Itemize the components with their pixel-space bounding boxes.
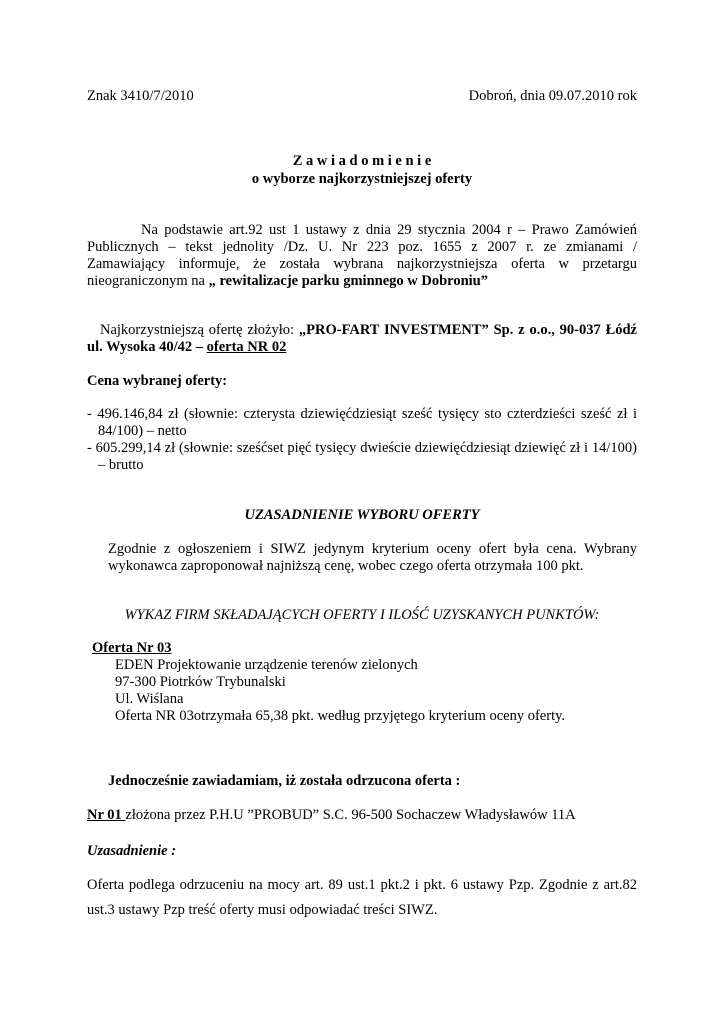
reason-heading: Uzasadnienie : [87, 843, 177, 859]
justification-line-1: Zgodnie z ogłoszeniem i SIWZ jedynym kryterium oceny ofert była cena. Wybrany [108, 541, 637, 557]
reason-line-1: Oferta podlega odrzuceniu na mocy art. 89 ust.1 pkt.2 i pkt. 6 ustawy Pzp. Zgodnie z art.82 [87, 877, 637, 893]
rejected-offer-line [87, 807, 576, 824]
intro-line-1: Na podstawie art.92 ust 1 ustawy z dnia 29 stycznia 2004 r – Prawo Zamówień [141, 222, 637, 238]
intro-line-3: Zamawiający informuje, że została wybrana najkorzystniejsza oferta w przetargu [87, 256, 637, 272]
document-reference: Znak 3410/7/2010 [87, 88, 194, 104]
intro-line-4-text: nieograniczonym na [87, 273, 209, 289]
price-netto-line-2: 84/100) – netto [98, 423, 187, 439]
offer-03-score: Oferta NR 03otrzymała 65,38 pkt. według przyjętego kryterium oceny oferty. [115, 708, 566, 724]
winner-address: ul. Wysoka 40/42 – [87, 339, 207, 355]
place-and-date: Dobroń, dnia 09.07.2010 rok [468, 88, 637, 104]
winner-offer-number: oferta NR 02 [206, 339, 287, 355]
firms-heading: WYKAZ FIRM SKŁADAJĄCYCH OFERTY I ILOŚĆ UZYSKANYCH PUNKTÓW: [124, 607, 600, 623]
winner-company: „PRO-FART INVESTMENT” Sp. z o.o., 90-037 Łódź [298, 322, 637, 338]
justification-line-2: wykonawca zaproponował najniższą cenę, wobec czego oferta otrzymała 100 pkt. [108, 558, 584, 574]
price-brutto-line-1: - 605.299,14 zł (słownie: sześćset pięć tysięcy dwieście dziewięćdziesiąt dziewięć zł i 14/100) [87, 440, 637, 456]
rejected-heading: Jednocześnie zawiadamiam, iż została odrzucona oferta : [108, 773, 461, 789]
justification-heading: UZASADNIENIE WYBORU OFERTY [244, 507, 480, 523]
offer-03-company: EDEN Projektowanie urządzenie terenów zielonych [115, 657, 418, 673]
rejected-offer-number: Nr 01 [87, 807, 126, 823]
rejected-offer-details: złożona przez P.H.U ”PROBUD” S.C. 96-500 Sochaczew Władysławów 11A [125, 807, 576, 823]
winner-line-2 [87, 339, 286, 356]
tender-subject: „ rewitalizacje parku gminnego w Dobroniu” [208, 273, 488, 289]
winner-intro: Najkorzystniejszą ofertę złożyło: [100, 322, 299, 338]
price-netto-line-1: - 496.146,84 zł (słownie: czterysta dziewięćdziesiąt sześć tysięcy sto czterdzieści sześć zł i [87, 406, 637, 422]
offer-03-city: 97-300 Piotrków Trybunalski [115, 674, 286, 690]
winner-line-1 [100, 322, 637, 339]
price-brutto-line-2: – brutto [98, 457, 144, 473]
document-subtitle: o wyborze najkorzystniejszej oferty [251, 171, 473, 187]
intro-line-4 [87, 273, 488, 290]
intro-line-2: Publicznych – tekst jednolity /Dz. U. Nr 223 poz. 1655 z 2007 r. ze zmianami / [87, 239, 637, 255]
offer-03-title: Oferta Nr 03 [92, 640, 172, 656]
reason-line-2: ust.3 ustawy Pzp treść oferty musi odpowiadać treści SIWZ. [87, 902, 438, 918]
price-heading: Cena wybranej oferty: [87, 373, 228, 389]
document-title: Z a w i a d o m i e n i e [292, 153, 432, 169]
offer-03-street: Ul. Wiślana [115, 691, 184, 707]
